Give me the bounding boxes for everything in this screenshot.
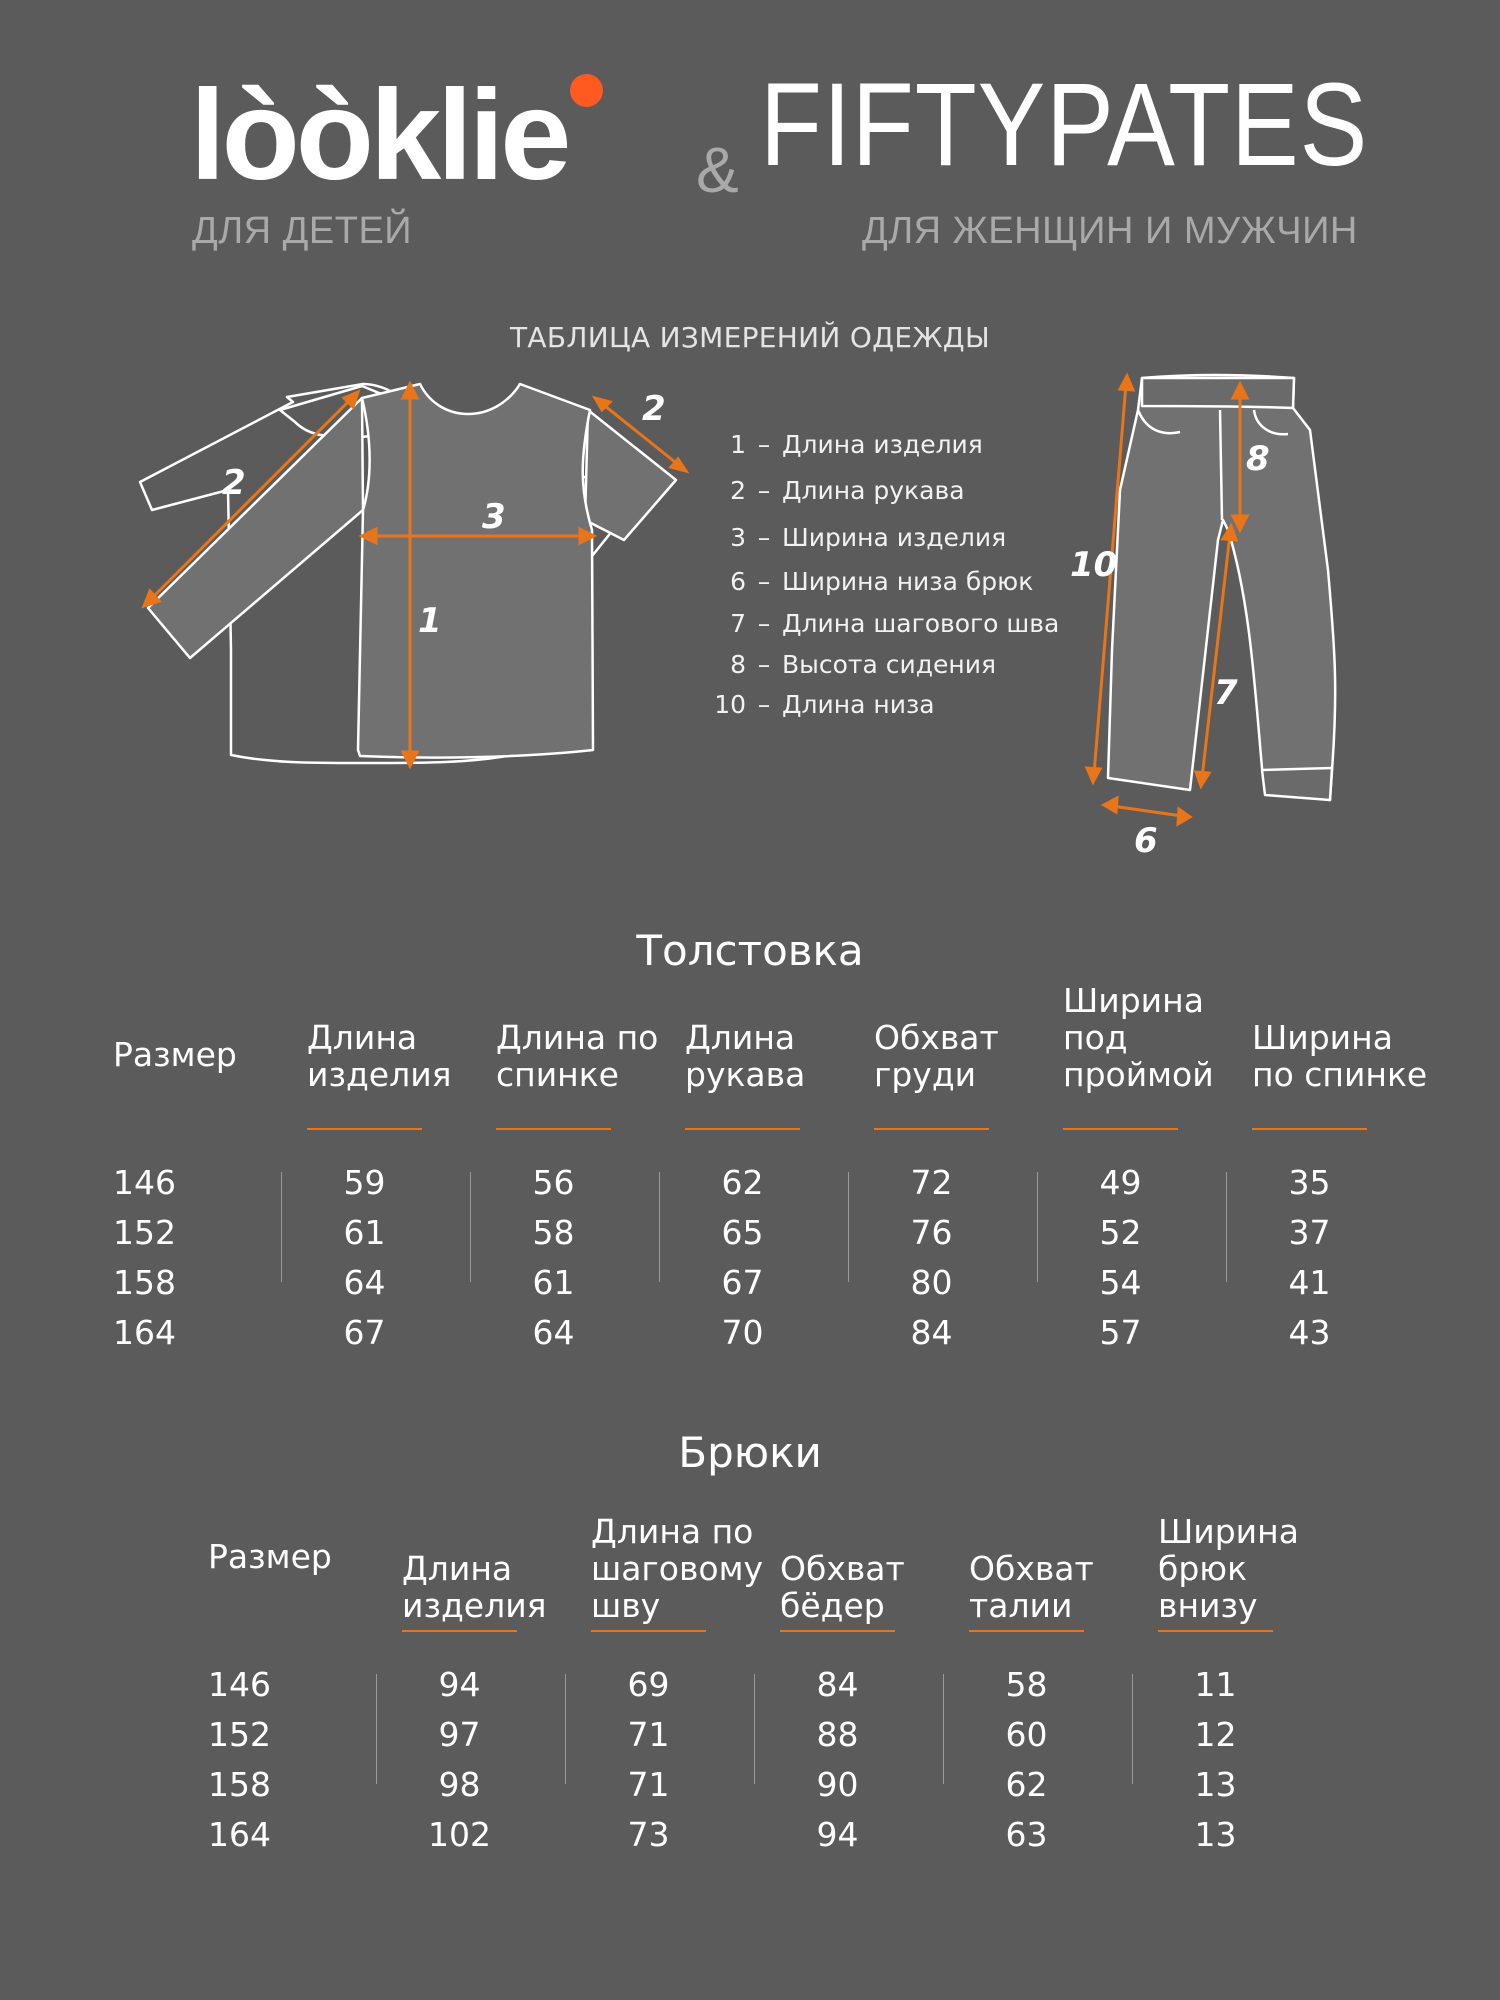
legend-num: 10 [714, 690, 746, 719]
legend-num: 1 [730, 430, 746, 459]
pants-column-separator [754, 1674, 755, 1784]
pants-value-cell: 71 [627, 1715, 670, 1754]
legend-item [696, 611, 1059, 652]
hoodie-value-cell: 64 [343, 1263, 386, 1302]
hoodie-column-header [496, 1019, 658, 1093]
hoodie-header-underline [1252, 1128, 1367, 1130]
hoodie-size-cell: 164 [113, 1313, 176, 1352]
pants-column-header-line: бёдер [780, 1586, 885, 1625]
pants-header-underline [780, 1630, 895, 1632]
pants-value-cell: 63 [1005, 1815, 1048, 1854]
hoodie-value-cell: 37 [1288, 1213, 1331, 1252]
legend-item [696, 432, 1059, 478]
legend-num: 6 [730, 567, 746, 596]
legend-num: 2 [730, 476, 746, 505]
shirt-label-1: 1 [418, 601, 442, 641]
hoodie-value-cell: 56 [532, 1163, 575, 1202]
hoodie-column-header-line: Длина [307, 1018, 418, 1057]
pants-label-6: 6 [1134, 821, 1158, 861]
legend-item [696, 478, 1059, 525]
hoodie-header-underline [307, 1128, 422, 1130]
hoodie-value-cell: 54 [1099, 1263, 1142, 1302]
hoodie-column-header-line: проймой [1063, 1055, 1214, 1094]
pants-value-cell: 94 [438, 1665, 481, 1704]
looklie-logo-dot [570, 74, 603, 107]
hoodie-title: Толстовка [636, 926, 864, 975]
hoodie-header-underline [1063, 1128, 1178, 1130]
legend-text: Длина низа [782, 690, 935, 719]
pants-column-separator [1132, 1674, 1133, 1784]
looklie-logo: lòòklie [190, 64, 568, 207]
hoodie-value-cell: 59 [343, 1163, 386, 1202]
legend-item [696, 652, 1059, 692]
hoodie-value-cell: 70 [721, 1313, 764, 1352]
legend-num: 7 [730, 609, 746, 638]
hoodie-column-header-line: рукава [685, 1055, 806, 1094]
legend-item [696, 525, 1059, 569]
pants-header-underline [591, 1630, 706, 1632]
hoodie-column-separator [848, 1172, 849, 1282]
pants-value-cell: 97 [438, 1715, 481, 1754]
pants-column-header-line: шаговому [591, 1549, 764, 1588]
legend-dash: – [757, 567, 771, 596]
pants-value-cell: 98 [438, 1765, 481, 1804]
pants-column-header [780, 1550, 905, 1624]
pants-value-cell: 58 [1005, 1665, 1048, 1704]
pants-value-cell: 102 [428, 1815, 491, 1854]
pants-column-header-line: Длина по [591, 1512, 754, 1551]
hoodie-value-cell: 80 [910, 1263, 953, 1302]
legend-num: 3 [730, 523, 746, 552]
pants-value-cell: 73 [627, 1815, 670, 1854]
pants-column-separator [376, 1674, 377, 1784]
pants-value-cell: 84 [816, 1665, 859, 1704]
hoodie-column-header [685, 1019, 805, 1093]
hoodie-value-cell: 58 [532, 1213, 575, 1252]
pants-column-header-line: брюк [1158, 1549, 1248, 1588]
pants-size-header: Размер [208, 1537, 332, 1576]
legend-text: Длина рукава [782, 476, 965, 505]
pants-value-cell: 88 [816, 1715, 859, 1754]
shirt-drawing [140, 380, 700, 780]
pants-header-underline [1158, 1630, 1273, 1632]
pants-column-header [402, 1550, 547, 1624]
pants-header-underline [969, 1630, 1084, 1632]
hoodie-value-cell: 65 [721, 1213, 764, 1252]
pants-value-cell: 13 [1194, 1765, 1237, 1804]
pants-column-separator [943, 1674, 944, 1784]
pants-column-header-line: талии [969, 1586, 1073, 1625]
hoodie-column-header-line: Длина [685, 1018, 796, 1057]
pants-value-cell: 13 [1194, 1815, 1237, 1854]
shirt-label-2-left: 2 [222, 463, 246, 503]
legend-text: Длина изделия [782, 430, 983, 459]
legend-dash: – [757, 609, 771, 638]
hoodie-column-header [1063, 982, 1214, 1093]
legend-num: 8 [730, 650, 746, 679]
hoodie-column-header [307, 1019, 452, 1093]
pants-column-header [969, 1550, 1094, 1624]
pants-size-cell: 164 [208, 1815, 271, 1854]
legend-text: Длина шагового шва [782, 609, 1060, 638]
pants-size-cell: 152 [208, 1715, 271, 1754]
legend-dash: – [757, 476, 771, 505]
pants-header-underline [402, 1630, 517, 1632]
hoodie-column-header-line: спинке [496, 1055, 619, 1094]
pants-drawing [1050, 370, 1350, 870]
hoodie-column-separator [1226, 1172, 1227, 1282]
ampersand: & [696, 134, 739, 206]
hoodie-column-separator [470, 1172, 471, 1282]
hoodie-value-cell: 57 [1099, 1313, 1142, 1352]
legend-dash: – [757, 430, 771, 459]
pants-value-cell: 71 [627, 1765, 670, 1804]
pants-column-header-line: внизу [1158, 1586, 1258, 1625]
hoodie-column-separator [281, 1172, 282, 1282]
legend-text: Высота сидения [782, 650, 997, 679]
pants-label-10: 10 [1070, 545, 1118, 585]
hoodie-column-header-line: Ширина [1063, 981, 1204, 1020]
hoodie-column-header-line: изделия [307, 1055, 452, 1094]
hoodie-header-underline [685, 1128, 800, 1130]
hoodie-header-underline [496, 1128, 611, 1130]
pants-value-cell: 62 [1005, 1765, 1048, 1804]
hoodie-column-header-line: Длина по [496, 1018, 659, 1057]
pants-column-header-line: Длина [402, 1549, 513, 1588]
pants-value-cell: 60 [1005, 1715, 1048, 1754]
hoodie-column-separator [1037, 1172, 1038, 1282]
hoodie-size-header: Размер [113, 1035, 237, 1074]
hoodie-value-cell: 76 [910, 1213, 953, 1252]
hoodie-size-cell: 146 [113, 1163, 176, 1202]
hoodie-value-cell: 67 [721, 1263, 764, 1302]
hoodie-column-header [1252, 1019, 1427, 1093]
pants-column-header-line: Обхват [969, 1549, 1094, 1588]
pants-label-8: 8 [1246, 439, 1270, 479]
legend-item [696, 569, 1059, 611]
hoodie-value-cell: 52 [1099, 1213, 1142, 1252]
pants-column-header-line: Ширина [1158, 1512, 1299, 1551]
measurement-legend [696, 432, 1059, 732]
hoodie-value-cell: 67 [343, 1313, 386, 1352]
shirt-label-2-right: 2 [642, 389, 666, 429]
pants-title: Брюки [678, 1428, 822, 1477]
legend-dash: – [757, 650, 771, 679]
pants-size-cell: 146 [208, 1665, 271, 1704]
hoodie-column-separator [659, 1172, 660, 1282]
pants-value-cell: 11 [1194, 1665, 1237, 1704]
hoodie-value-cell: 43 [1288, 1313, 1331, 1352]
hoodie-value-cell: 84 [910, 1313, 953, 1352]
hoodie-value-cell: 61 [343, 1213, 386, 1252]
hoodie-column-header [874, 1019, 999, 1093]
legend-dash: – [757, 523, 771, 552]
pants-column-header-line: изделия [402, 1586, 547, 1625]
hoodie-column-header-line: под [1063, 1018, 1128, 1057]
pants-column-separator [565, 1674, 566, 1784]
legend-text: Ширина низа брюк [782, 567, 1034, 596]
hoodie-column-header-line: Ширина [1252, 1018, 1393, 1057]
fiftypates-logo: FIFTYPATES [760, 59, 1369, 191]
hoodie-header-underline [874, 1128, 989, 1130]
looklie-subtitle: ДЛЯ ДЕТЕЙ [192, 210, 413, 252]
pants-value-cell: 90 [816, 1765, 859, 1804]
pants-column-header-line: шву [591, 1586, 661, 1625]
hoodie-value-cell: 62 [721, 1163, 764, 1202]
legend-dash: – [757, 690, 771, 719]
legend-text: Ширина изделия [782, 523, 1007, 552]
fiftypates-subtitle: ДЛЯ ЖЕНЩИН И МУЖЧИН [862, 210, 1358, 252]
pants-column-header [591, 1513, 763, 1624]
hoodie-column-header-line: Обхват [874, 1018, 999, 1057]
pants-value-cell: 12 [1194, 1715, 1237, 1754]
pants-value-cell: 94 [816, 1815, 859, 1854]
pants-label-7: 7 [1214, 673, 1238, 713]
hoodie-column-header-line: груди [874, 1055, 977, 1094]
hoodie-value-cell: 72 [910, 1163, 953, 1202]
hoodie-size-cell: 158 [113, 1263, 176, 1302]
hoodie-size-cell: 152 [113, 1213, 176, 1252]
pants-value-cell: 69 [627, 1665, 670, 1704]
hoodie-column-header-line: по спинке [1252, 1055, 1428, 1094]
pants-column-header-line: Обхват [780, 1549, 905, 1588]
hoodie-value-cell: 61 [532, 1263, 575, 1302]
hoodie-value-cell: 64 [532, 1313, 575, 1352]
hoodie-value-cell: 35 [1288, 1163, 1331, 1202]
diagram-title: ТАБЛИЦА ИЗМЕРЕНИЙ ОДЕЖДЫ [510, 321, 990, 354]
pants-column-header [1158, 1513, 1299, 1624]
legend-item [696, 692, 1059, 732]
hoodie-value-cell: 49 [1099, 1163, 1142, 1202]
hoodie-value-cell: 41 [1288, 1263, 1331, 1302]
pants-size-cell: 158 [208, 1765, 271, 1804]
shirt-label-3: 3 [482, 497, 506, 537]
